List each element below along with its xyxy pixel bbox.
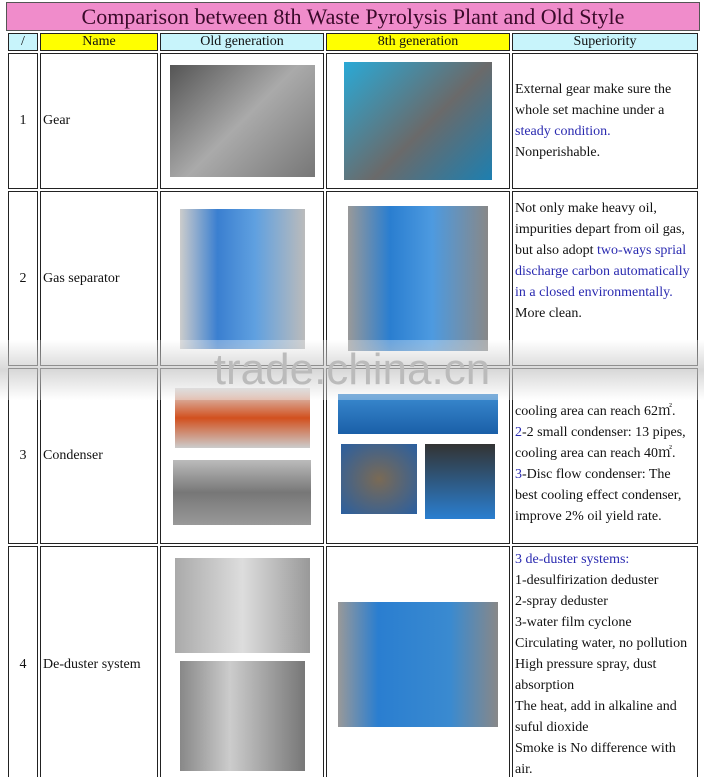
sup-highlight: steady condition. <box>515 124 611 139</box>
old-deduster-photo <box>175 558 310 653</box>
sup-text: High pressure spray, dust absorption <box>515 657 657 693</box>
sup-text: Nonperishable. <box>515 145 601 160</box>
old-separator-photo <box>180 209 305 349</box>
new-deduster-photo <box>338 602 498 727</box>
sup-highlight: 3 <box>515 467 522 482</box>
watermark: trade.china.cn <box>0 340 704 400</box>
row-number: 4 <box>8 546 38 777</box>
new-photo-cell <box>326 53 510 189</box>
comparison-table <box>6 31 700 777</box>
superiority-cell <box>512 53 698 189</box>
row-name: Condenser <box>40 368 158 544</box>
row-name: Gas separator <box>40 191 158 366</box>
condenser-tank-photo <box>425 444 495 519</box>
row-number: 3 <box>8 368 38 544</box>
sup-highlight: 2 <box>515 425 522 440</box>
sup-text: 2-spray deduster <box>515 594 608 609</box>
row-number: 2 <box>8 191 38 366</box>
old-gear-photo <box>170 65 315 177</box>
table-row <box>8 53 698 189</box>
old-deduster-photo-2 <box>180 661 305 771</box>
header-new: 8th generation <box>326 33 510 51</box>
header-row <box>8 33 698 51</box>
header-superiority: Superiority <box>512 33 698 51</box>
sup-text: External gear make sure the whole set machine under a <box>515 82 672 118</box>
sup-highlight: 3 de-duster systems: <box>515 552 630 567</box>
header-old: Old generation <box>160 33 324 51</box>
new-separator-photo <box>348 206 488 351</box>
sup-text: Circulating water, no pollution <box>515 636 688 651</box>
superiority-cell <box>512 546 698 777</box>
sup-text: Smoke is No difference with air. <box>515 741 676 777</box>
row-number: 1 <box>8 53 38 189</box>
sup-text: cooling area can reach 62㎡. <box>515 404 676 419</box>
new-photo-cell <box>326 546 510 777</box>
old-condenser-photo-2 <box>173 460 311 525</box>
sup-text: The heat, add in alkaline and suful dioxide <box>515 699 677 735</box>
sup-text: -2 small condenser: 13 pipes, cooling area can reach 40㎡. <box>515 425 686 461</box>
sup-text: More clean. <box>515 306 582 321</box>
row-name: Gear <box>40 53 158 189</box>
page-title: Comparison between 8th Waste Pyrolysis Plant and Old Style <box>6 2 700 31</box>
header-name: Name <box>40 33 158 51</box>
old-photo-cell <box>160 53 324 189</box>
row-name: De-duster system <box>40 546 158 777</box>
sup-text: 1-desulfirization deduster <box>515 573 659 588</box>
sup-text: Not only make heavy oil, impurities depart from oil gas, but also adopt <box>515 201 685 258</box>
new-gear-photo <box>344 62 492 180</box>
header-num: / <box>8 33 38 51</box>
sup-text: -Disc flow condenser: The best cooling effect condenser, improve 2% oil yield rate. <box>515 467 682 524</box>
disc-condenser-photo <box>341 444 417 514</box>
table-row <box>8 546 698 777</box>
old-photo-cell <box>160 546 324 777</box>
sup-highlight: two-ways sprial discharge carbon automatically in a closed environmentally. <box>515 243 690 300</box>
sup-text: 3-water film cyclone <box>515 615 632 630</box>
